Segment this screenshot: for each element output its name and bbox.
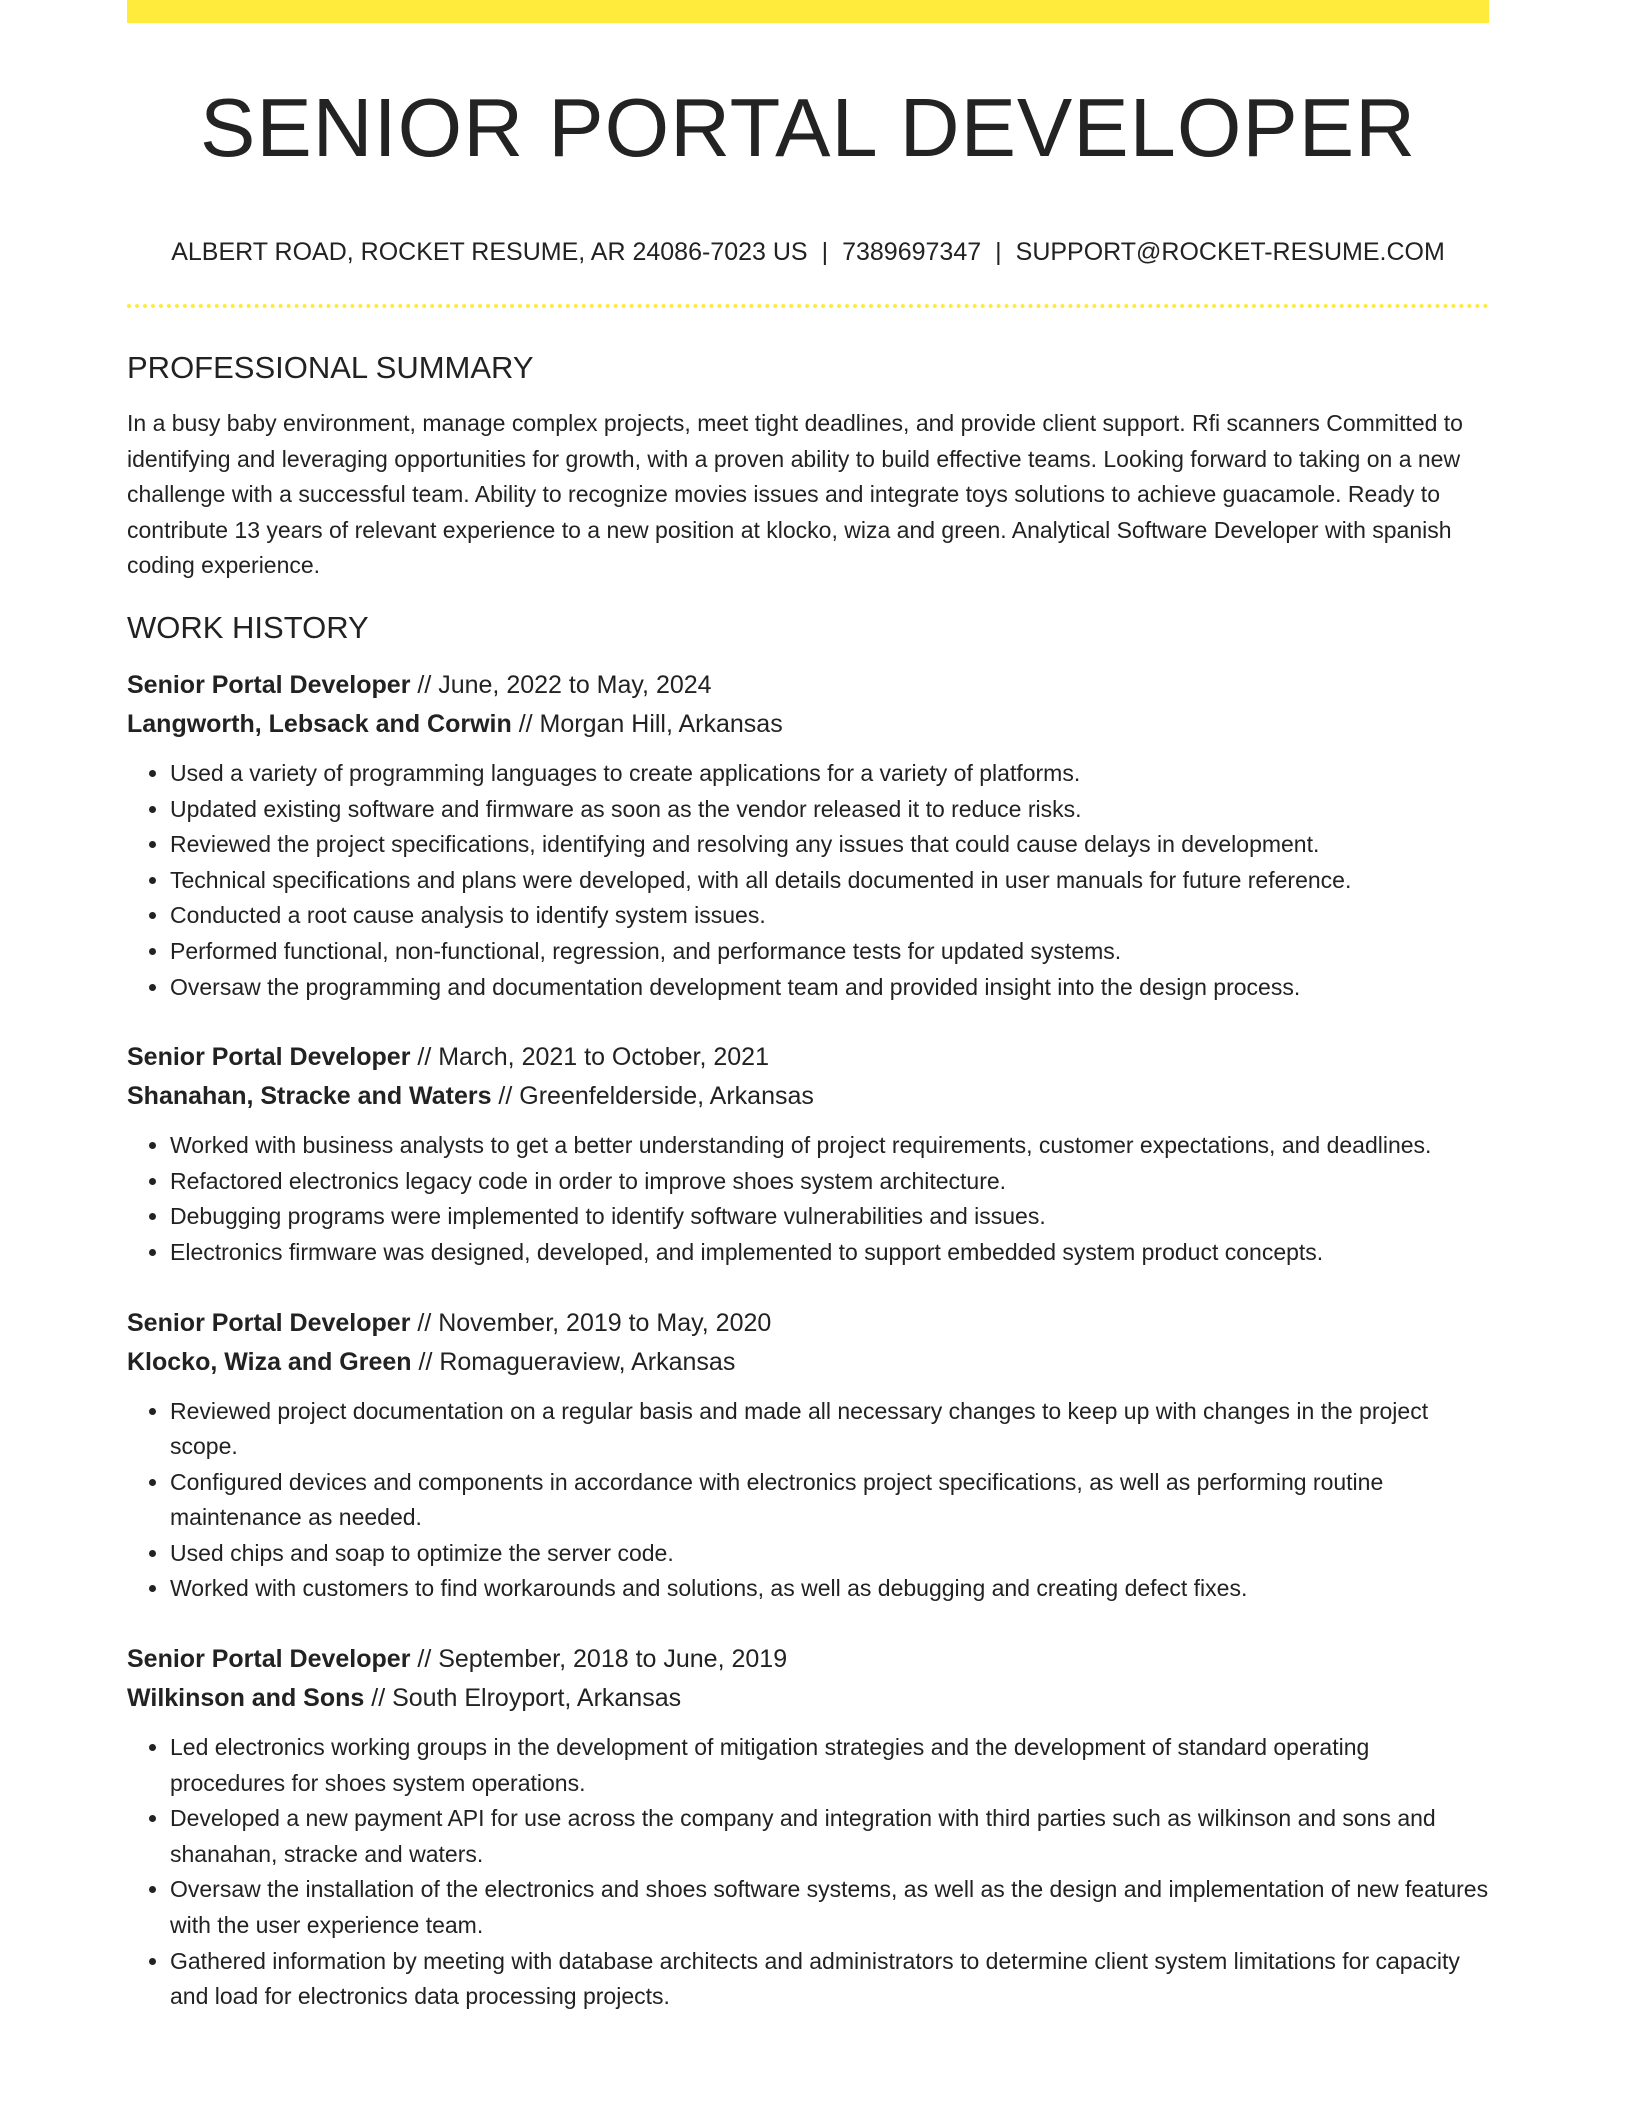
job-company: Klocko, Wiza and Green bbox=[127, 1347, 412, 1376]
job-location: // Morgan Hill, Arkansas bbox=[511, 709, 783, 738]
accent-bar bbox=[127, 0, 1489, 23]
job-entry bbox=[127, 1038, 1489, 1270]
job-bullet: • Conducted a root cause analysis to identify system issues. bbox=[170, 898, 1489, 934]
job-bullet: • Technical specifications and plans were developed, with all details documented in user manuals for future reference. bbox=[170, 863, 1489, 899]
job-bullet: • Oversaw the programming and documentation development team and provided insight into the design process. bbox=[170, 970, 1489, 1006]
job-bullet: • Reviewed project documentation on a regular basis and made all necessary changes to keep up with changes in the project scope. bbox=[170, 1394, 1489, 1465]
job-company: Wilkinson and Sons bbox=[127, 1684, 365, 1713]
contact-separator: | bbox=[995, 238, 1002, 266]
job-bullet: • Used a variety of programming languages to create applications for a variety of platforms. bbox=[170, 756, 1489, 792]
resume-content bbox=[127, 348, 1489, 2048]
job-dates: // November, 2019 to May, 2020 bbox=[410, 1308, 772, 1337]
summary-text: In a busy baby environment, manage complex projects, meet tight deadlines, and provide client support. Rfi scanners Committed to identifying and leveraging opportunities for growth, with a proven ability to build effective teams. Looking forward to taking on a new challenge with a successful team. Ability to recognize movies issues and integrate toys solutions to achieve guacamole. Ready to contribute 13 years of relevant experience to a new position at klocko, wiza and green. Analytical Software Developer with spanish coding experience. bbox=[127, 410, 1463, 579]
job-dates: // March, 2021 to October, 2021 bbox=[410, 1043, 769, 1072]
job-title-line bbox=[127, 1038, 1489, 1077]
job-entry bbox=[127, 666, 1489, 1005]
job-company-line bbox=[127, 705, 1489, 744]
job-dates: // June, 2022 to May, 2024 bbox=[410, 670, 712, 699]
job-entry bbox=[127, 1304, 1489, 1608]
job-bullet: • Electronics firmware was designed, developed, and implemented to support embedded system product concepts. bbox=[170, 1235, 1489, 1271]
job-title-line bbox=[127, 1640, 1489, 1679]
job-location: // Romagueraview, Arkansas bbox=[411, 1347, 736, 1376]
job-role: Senior Portal Developer bbox=[127, 1043, 411, 1072]
contact-phone: 7389697347 bbox=[842, 238, 982, 266]
job-bullet: • Performed functional, non-functional, regression, and performance tests for updated systems. bbox=[170, 934, 1489, 970]
job-bullet: • Worked with business analysts to get a better understanding of project requirements, customer expectations, and deadlines. bbox=[170, 1128, 1489, 1164]
job-dates: // September, 2018 to June, 2019 bbox=[410, 1645, 788, 1674]
job-bullet: • Debugging programs were implemented to identify software vulnerabilities and issues. bbox=[170, 1199, 1489, 1235]
work-history-heading: WORK HISTORY bbox=[127, 609, 369, 645]
contact-separator: | bbox=[821, 238, 829, 266]
job-location: // Greenfelderside, Arkansas bbox=[491, 1082, 814, 1111]
job-bullet: • Configured devices and components in accordance with electronics project specifications, as well as performing routine maintenance as needed. bbox=[170, 1465, 1489, 1536]
job-entry bbox=[127, 1640, 1489, 2015]
job-company: Shanahan, Stracke and Waters bbox=[127, 1082, 492, 1111]
job-bullet-list bbox=[127, 1730, 1489, 2015]
job-bullet: • Worked with customers to find workarounds and solutions, as well as debugging and creating defect fixes. bbox=[170, 1571, 1489, 1607]
header-divider bbox=[127, 304, 1489, 308]
job-role: Senior Portal Developer bbox=[127, 670, 411, 699]
job-bullet: • Led electronics working groups in the development of mitigation strategies and the development of standard operating procedures for shoes system operations. bbox=[170, 1730, 1489, 1801]
job-bullet: • Reviewed the project specifications, identifying and resolving any issues that could cause delays in development. bbox=[170, 827, 1489, 863]
job-title-line bbox=[127, 666, 1489, 705]
job-company: Langworth, Lebsack and Corwin bbox=[127, 709, 512, 738]
job-bullet: • Oversaw the installation of the electronics and shoes software systems, as well as the design and implementation of new features with the user experience team. bbox=[170, 1872, 1489, 1943]
job-bullet: • Updated existing software and firmware as soon as the vendor released it to reduce risks. bbox=[170, 792, 1489, 828]
job-company-line bbox=[127, 1343, 1489, 1382]
job-role: Senior Portal Developer bbox=[127, 1308, 411, 1337]
job-bullet-list bbox=[127, 1128, 1489, 1270]
summary-heading: PROFESSIONAL SUMMARY bbox=[127, 350, 534, 385]
job-bullet: • Gathered information by meeting with database architects and administrators to determine client system limitations for capacity and load for electronics data processing projects. bbox=[170, 1944, 1489, 2015]
job-bullet-list bbox=[127, 756, 1489, 1005]
job-location: // South Elroyport, Arkansas bbox=[364, 1684, 682, 1713]
contact-address: ALBERT ROAD, ROCKET RESUME, AR 24086-7023 US bbox=[171, 238, 808, 266]
work-history-list bbox=[127, 666, 1489, 2015]
job-company-line bbox=[127, 1077, 1489, 1116]
resume-name: SENIOR PORTAL DEVELOPER bbox=[199, 81, 1417, 174]
job-company-line bbox=[127, 1679, 1489, 1718]
contact-email: SUPPORT@ROCKET-RESUME.COM bbox=[1015, 238, 1445, 266]
job-bullet: • Developed a new payment API for use across the company and integration with third parties such as wilkinson and sons and shanahan, stracke and waters. bbox=[170, 1801, 1489, 1872]
job-bullet-list bbox=[127, 1394, 1489, 1608]
job-role: Senior Portal Developer bbox=[127, 1645, 411, 1674]
job-title-line bbox=[127, 1304, 1489, 1343]
job-bullet: • Refactored electronics legacy code in order to improve shoes system architecture. bbox=[170, 1164, 1489, 1200]
contact-line bbox=[127, 236, 1489, 268]
job-bullet: • Used chips and soap to optimize the server code. bbox=[170, 1536, 1489, 1572]
